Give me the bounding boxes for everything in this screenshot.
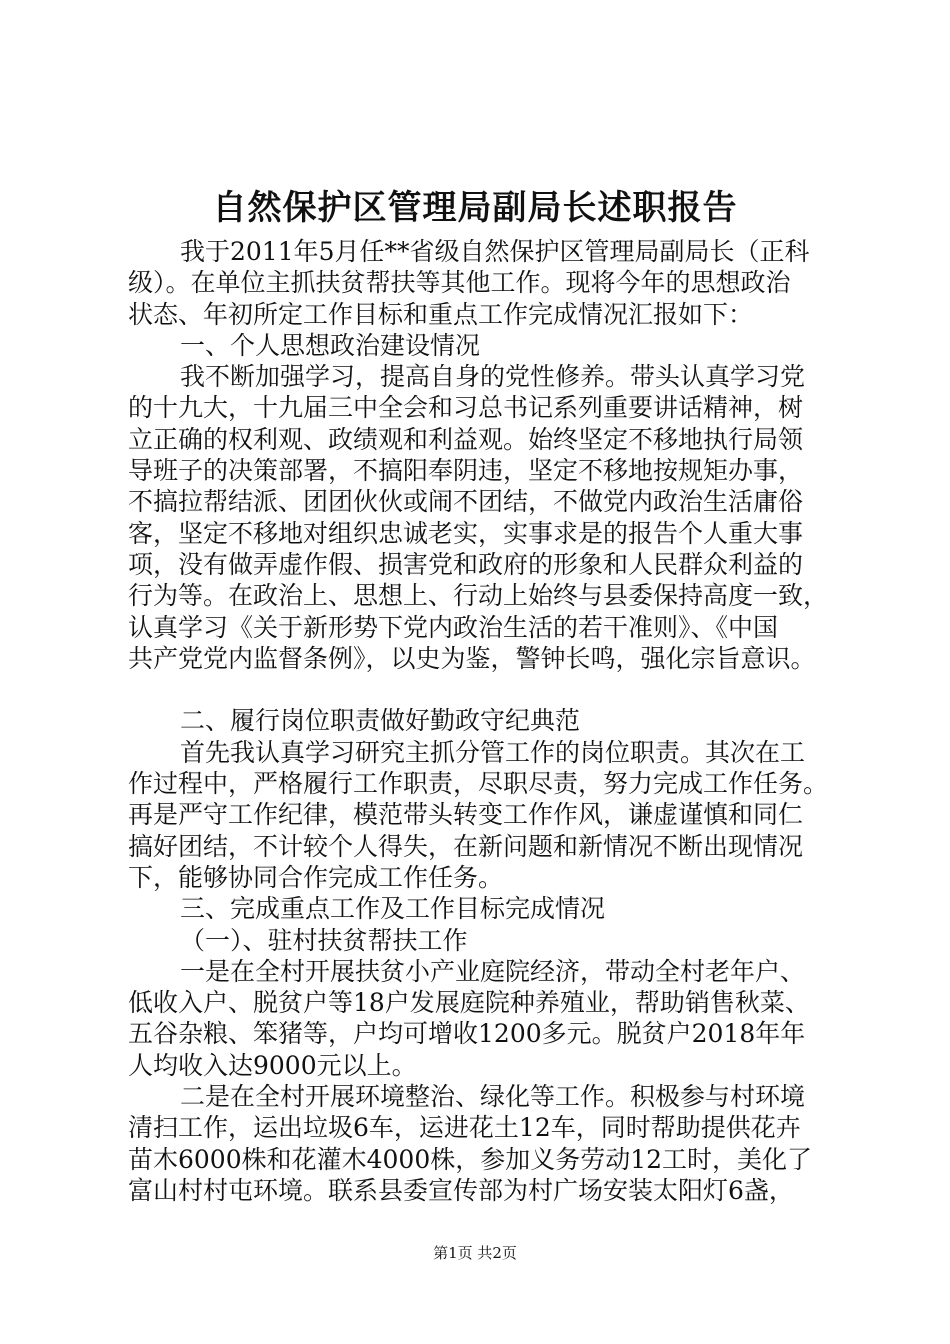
paragraph-line: 人均收入达9000元以上。 [128, 1050, 417, 1080]
paragraph-line: 导班子的决策部署，不搞阳奉阴违，坚定不移地按规矩办事， [128, 456, 804, 486]
paragraph-line: 低收入户、脱贫户等18户发展庭院种养殖业，帮助销售秋菜、 [128, 988, 810, 1018]
paragraph-line: 共产党党内监督条例》，以史为鉴，警钟长鸣，强化宗旨意识。 [128, 643, 816, 673]
paragraph-line: 清扫工作，运出垃圾6车，运进花土12车，同时帮助提供花卉 [128, 1113, 801, 1143]
blank-line [128, 674, 840, 705]
paragraph-line: 客，坚定不移地对组织忠诚老实，实事求是的报告个人重大事 [128, 518, 804, 548]
paragraph-line: 立正确的权利观、政绩观和利益观。始终坚定不移地执行局领 [128, 424, 804, 454]
section-heading: 二、履行岗位职责做好勤政守纪典范 [180, 706, 581, 736]
paragraph-line: 我不断加强学习，提高自身的党性修养。带头认真学习党 [180, 362, 806, 392]
paragraph-line: 的十九大，十九届三中全会和习总书记系列重要讲话精神，树 [128, 393, 804, 423]
subsection-heading: （一）、驻村扶贫帮扶工作 [180, 925, 468, 955]
document-body [128, 236, 840, 1206]
section-heading: 一、个人思想政治建设情况 [180, 330, 481, 360]
paragraph-line: 我于2011年5月任**省级自然保护区管理局副局长（正科 [180, 237, 810, 266]
paragraph-line: 二是在全村开展环境整治、绿化等工作。积极参与村环境 [180, 1082, 806, 1112]
paragraph-line: 苗木6000株和花灌木4000株，参加义务劳动12工时，美化了 [128, 1144, 813, 1174]
paragraph-line: 再是严守工作纪律，模范带头转变工作作风，谦虚谨慎和同仁 [128, 800, 804, 830]
paragraph-line: 状态、年初所定工作目标和重点工作完成情况汇报如下： [128, 299, 754, 329]
paragraph-line: 首先我认真学习研究主抓分管工作的岗位职责。其次在工 [180, 737, 806, 767]
paragraph-line: 行为等。在政治上、思想上、行动上始终与县委保持高度一致， [128, 581, 829, 611]
section-heading: 三、完成重点工作及工作目标完成情况 [180, 894, 606, 924]
paragraph-line: 级）。在单位主抓扶贫帮扶等其他工作。现将今年的思想政治 [128, 268, 791, 298]
paragraph-line: 项，没有做弄虚作假、损害党和政府的形象和人民群众利益的 [128, 549, 804, 579]
paragraph-line: 不搞拉帮结派、团团伙伙或闹不团结，不做党内政治生活庸俗 [128, 487, 804, 517]
paragraph-line: 认真学习《关于新形势下党内政治生活的若干准则》、《中国 [128, 612, 779, 642]
paragraph-line: 五谷杂粮、笨猪等，户均可增收1200多元。脱贫户2018年年 [128, 1019, 806, 1049]
paragraph-line: 作过程中，严格履行工作职责，尽职尽责，努力完成工作任务。 [128, 769, 829, 799]
page-footer: 第1页 共2页 [433, 1244, 517, 1262]
paragraph-line: 富山村村屯环境。联系县委宣传部为村广场安装太阳灯6盏， [128, 1175, 794, 1205]
paragraph-line: 搞好团结，不计较个人得失，在新问题和新情况不断出现情况 [128, 831, 804, 861]
document-title: 自然保护区管理局副局长述职报告 [212, 188, 738, 228]
paragraph-line: 一是在全村开展扶贫小产业庭院经济，带动全村老年户、 [180, 956, 806, 986]
paragraph-line: 下，能够协同合作完成工作任务。 [128, 862, 504, 892]
